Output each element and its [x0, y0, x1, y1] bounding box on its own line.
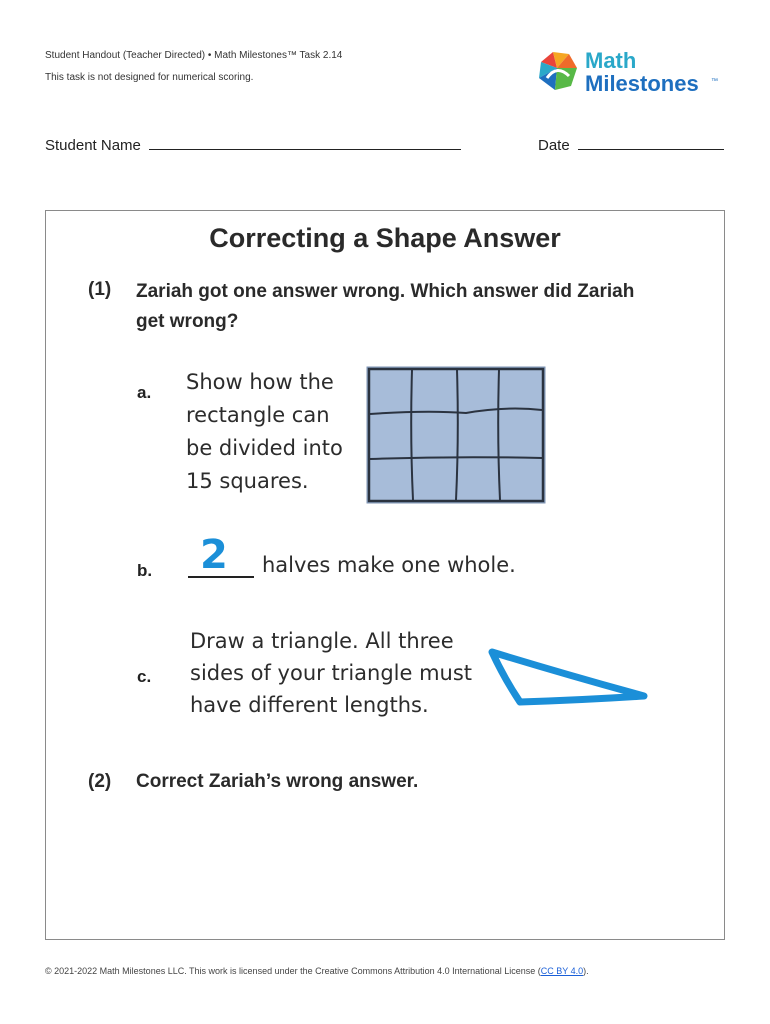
date-row	[538, 135, 724, 154]
math-milestones-logo	[535, 48, 725, 98]
item-a-line: Show how the	[186, 370, 334, 394]
date-label: Date	[538, 137, 570, 154]
logo-word-milestones: Milestones	[585, 71, 699, 96]
logo-word-math: Math	[585, 48, 637, 73]
question-2-number: (2)	[88, 771, 112, 792]
question-2-text: Correct Zariah’s wrong answer.	[136, 771, 419, 792]
item-c-prompt	[190, 625, 472, 721]
scoring-note: This task is not designed for numerical scoring.	[45, 72, 254, 83]
license-text: © 2021-2022 Math Milestones LLC. This work is licensed under the Creative Commons Attribution 4.0 International License (	[45, 966, 541, 976]
divided-rectangle-drawing	[366, 366, 546, 504]
item-c-line: Draw a triangle. All three	[190, 629, 454, 653]
license-end: ).	[583, 966, 589, 976]
student-name-field[interactable]	[149, 135, 461, 150]
question-1-number: (1)	[88, 279, 112, 300]
item-c-line: sides of your triangle must	[190, 661, 473, 685]
license-footer	[45, 966, 589, 976]
item-a-label: a.	[137, 383, 152, 402]
logo-mark-icon	[535, 48, 581, 94]
date-field[interactable]	[578, 135, 724, 150]
item-b-answer-blank	[188, 532, 254, 578]
question-1-line-2: get wrong?	[136, 311, 239, 332]
cc-by-link[interactable]: CC BY 4.0	[540, 966, 584, 976]
item-a-line: rectangle can	[186, 403, 330, 427]
student-name-row	[45, 135, 461, 154]
item-c-line: have different lengths.	[190, 693, 429, 717]
item-a-line: 15 squares.	[186, 469, 309, 493]
handout-header: Student Handout (Teacher Directed) • Math Milestones™ Task 2.14	[45, 50, 343, 61]
triangle-drawing	[484, 640, 654, 710]
item-a-line: be divided into	[186, 436, 343, 460]
question-1-text	[136, 277, 634, 337]
item-c-label: c.	[137, 667, 152, 686]
task-title: Correcting a Shape Answer	[209, 223, 561, 253]
item-a-prompt	[186, 366, 343, 498]
question-1-line-1: Zariah got one answer wrong. Which answer did Zariah	[136, 281, 635, 302]
student-name-label: Student Name	[45, 137, 141, 154]
logo-trademark: ™	[711, 78, 718, 85]
item-b-label: b.	[137, 561, 153, 580]
item-b-text: halves make one whole.	[262, 553, 516, 577]
item-b-answer: 2	[200, 532, 228, 578]
